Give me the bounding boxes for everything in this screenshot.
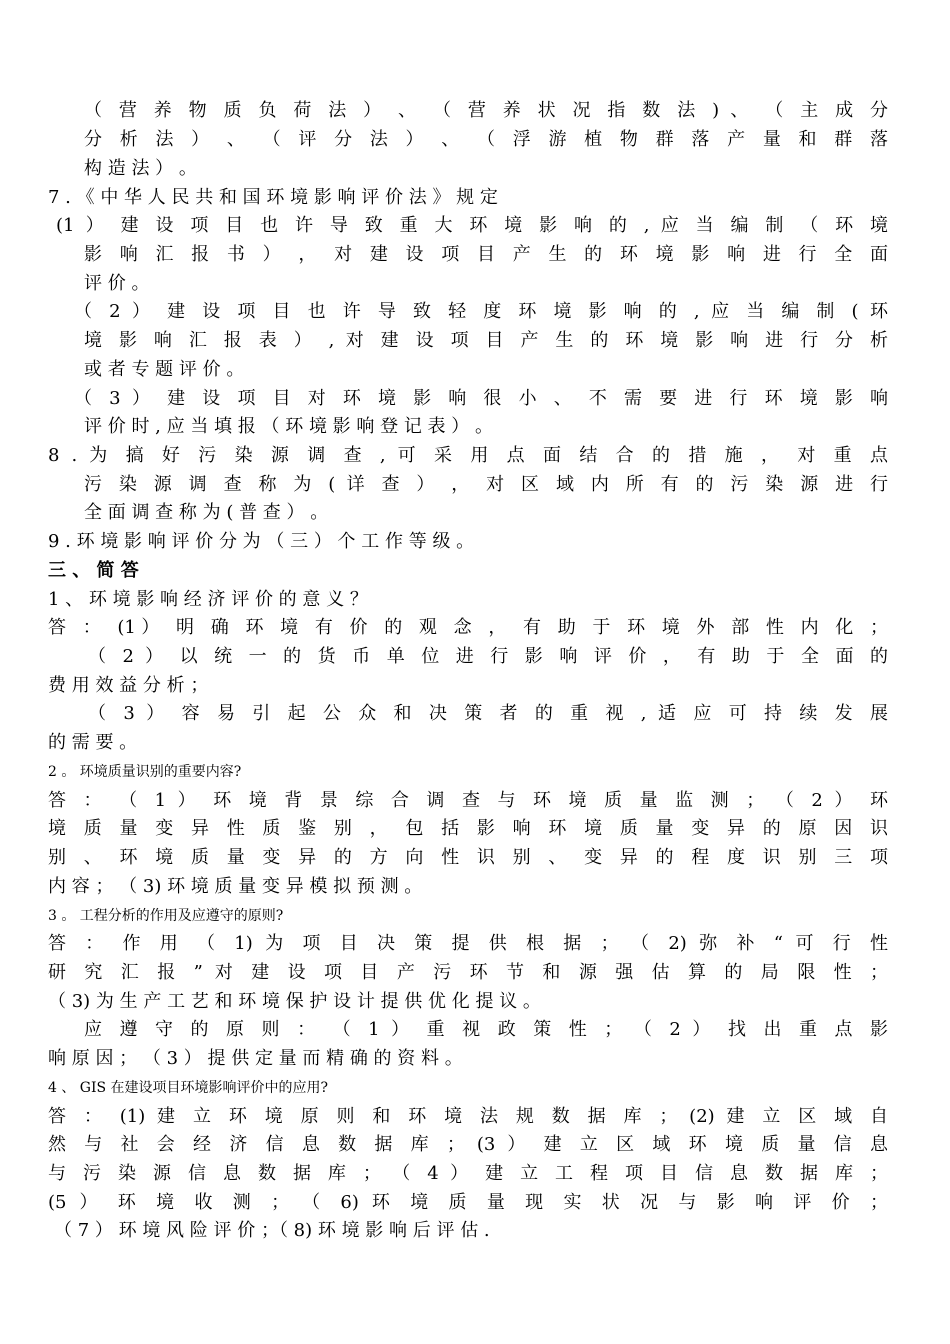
answer-line: 应 遵 守 的 原 则 ： （ 1 ） 重 视 政 策 性 ； （ 2 ） 找 出 重 点 影 bbox=[84, 1019, 888, 1040]
answer-line: 的 需 要 。 bbox=[48, 732, 138, 753]
answer-line: 答 ： （ 1 ） 环 境 背 景 综 合 调 查 与 环 境 质 量 监 测 ； （ 2 ） 环 bbox=[48, 790, 888, 811]
text-line: 境 影 响 汇 报 表 ） , 对 建 设 项 目 产 生 的 环 境 影 响 进 行 分 析 bbox=[84, 330, 888, 351]
answer-line: 答 ： 作 用 （ 1) 为 项 目 决 策 提 供 根 据 ； （ 2) 弥 补 “ 可 行 性 bbox=[48, 933, 888, 954]
question-heading: 4 、 GIS 在建设项目环境影响评价中的应用? bbox=[48, 1080, 329, 1096]
section-heading: 三 、 简 答 bbox=[48, 560, 139, 581]
text-line: （ 3 ） 建 设 项 目 对 环 境 影 响 很 小 、 不 需 要 进 行 环 境 影 响 bbox=[74, 388, 888, 409]
answer-line: 别 、 环 境 质 量 变 异 的 方 向 性 识 别 、 变 异 的 程 度 识 别 三 项 bbox=[48, 847, 888, 868]
answer-line: 答 ： (1) 建 立 环 境 原 则 和 环 境 法 规 数 据 库 ； (2) 建 立 区 域 自 bbox=[48, 1106, 888, 1127]
answer-line: （ 2 ） 以 统 一 的 货 币 单 位 进 行 影 响 评 价 ， 有 助 于 全 面 的 bbox=[88, 646, 888, 667]
answer-line: 然 与 社 会 经 济 信 息 数 据 库 ； (3 ） 建 立 区 域 环 境 质 量 信 息 bbox=[48, 1134, 888, 1155]
text-line: 构 造 法 ） 。 bbox=[84, 158, 197, 179]
answer-line: 费 用 效 益 分 析 ； bbox=[48, 675, 209, 696]
answer-line: （ 3 ） 容 易 引 起 公 众 和 决 策 者 的 重 视 , 适 应 可 持 续 发 展 bbox=[88, 703, 888, 724]
answer-line: 内 容 ； （ 3) 环 境 质 量 变 异 模 拟 预 测 。 bbox=[48, 876, 423, 897]
answer-line: （ 7 ） 环 境 风 险 评 价 ；（ 8) 环 境 影 响 后 评 估 . bbox=[54, 1220, 490, 1241]
answer-line: （ 3) 为 生 产 工 艺 和 环 境 保 护 设 计 提 供 优 化 提 议 。 bbox=[48, 991, 541, 1012]
text-line: 或 者 专 题 评 价 。 bbox=[84, 359, 245, 380]
text-line: 影 响 汇 报 书 ） ， 对 建 设 项 目 产 生 的 环 境 影 响 进 行 全 面 bbox=[84, 244, 888, 265]
text-line: 评 价 时 , 应 当 填 报 （ 环 境 影 响 登 记 表 ） 。 bbox=[84, 416, 493, 437]
answer-line: 答 ： (1） 明 确 环 境 有 价 的 观 念 ， 有 助 于 环 境 外 部 性 内 化 ； bbox=[48, 617, 888, 638]
question-heading: 1 、 环 境 影 响 经 济 评 价 的 意 义 ？ bbox=[48, 589, 368, 610]
text-line: 污 染 源 调 查 称 为 ( 详 查 ） ， 对 区 域 内 所 有 的 污 染 源 进 行 bbox=[84, 474, 888, 495]
question-heading: 9 . 环 境 影 响 评 价 分 为 （ 三 ） 个 工 作 等 级 。 bbox=[48, 531, 475, 552]
answer-line: (5 ） 环 境 收 测 ； （ 6) 环 境 质 量 现 实 状 况 与 影 响 评 价 ； bbox=[48, 1192, 888, 1213]
text-line: （ 营 养 物 质 负 荷 法 ） 、 （ 营 养 状 况 指 数 法 ) 、 （ 主 成 分 bbox=[84, 100, 888, 121]
answer-line: 境 质 量 变 异 性 质 鉴 别 ， 包 括 影 响 环 境 质 量 变 异 的 原 因 识 bbox=[48, 818, 888, 839]
text-line: 分 析 法 ） 、 （ 评 分 法 ） 、 （ 浮 游 植 物 群 落 产 量 和 群 落 bbox=[84, 129, 888, 150]
answer-line: 响 原 因 ； （ 3 ） 提 供 定 量 而 精 确 的 资 料 。 bbox=[48, 1048, 463, 1069]
question-heading: 3 。 工程分析的作用及应遵守的原则? bbox=[48, 908, 284, 924]
question-heading: 8 . 为 搞 好 污 染 源 调 查 , 可 采 用 点 面 结 合 的 措 施 ， 对 重 点 bbox=[48, 445, 888, 466]
answer-line: 与 污 染 源 信 息 数 据 库 ； （ 4 ） 建 立 工 程 项 目 信 息 数 据 库 ； bbox=[48, 1163, 888, 1184]
text-line: （ 2 ） 建 设 项 目 也 许 导 致 轻 度 环 境 影 响 的 , 应 当 编 制 ( 环 bbox=[74, 301, 888, 322]
question-heading: 7 . 《 中 华 人 民 共 和 国 环 境 影 响 评 价 法 》 规 定 bbox=[48, 187, 498, 208]
question-heading: 2 。 环境质量识别的重要内容? bbox=[48, 764, 242, 780]
answer-line: 研 究 汇 报 ” 对 建 设 项 目 产 污 环 节 和 源 强 估 算 的 局 限 性 ； bbox=[48, 962, 888, 983]
text-line: (1 ） 建 设 项 目 也 许 导 致 重 大 环 境 影 响 的 , 应 当 编 制 （ 环 境 bbox=[56, 215, 888, 236]
text-line: 评 价 。 bbox=[84, 273, 150, 294]
text-line: 全 面 调 查 称 为 ( 普 查 ） 。 bbox=[84, 502, 329, 523]
